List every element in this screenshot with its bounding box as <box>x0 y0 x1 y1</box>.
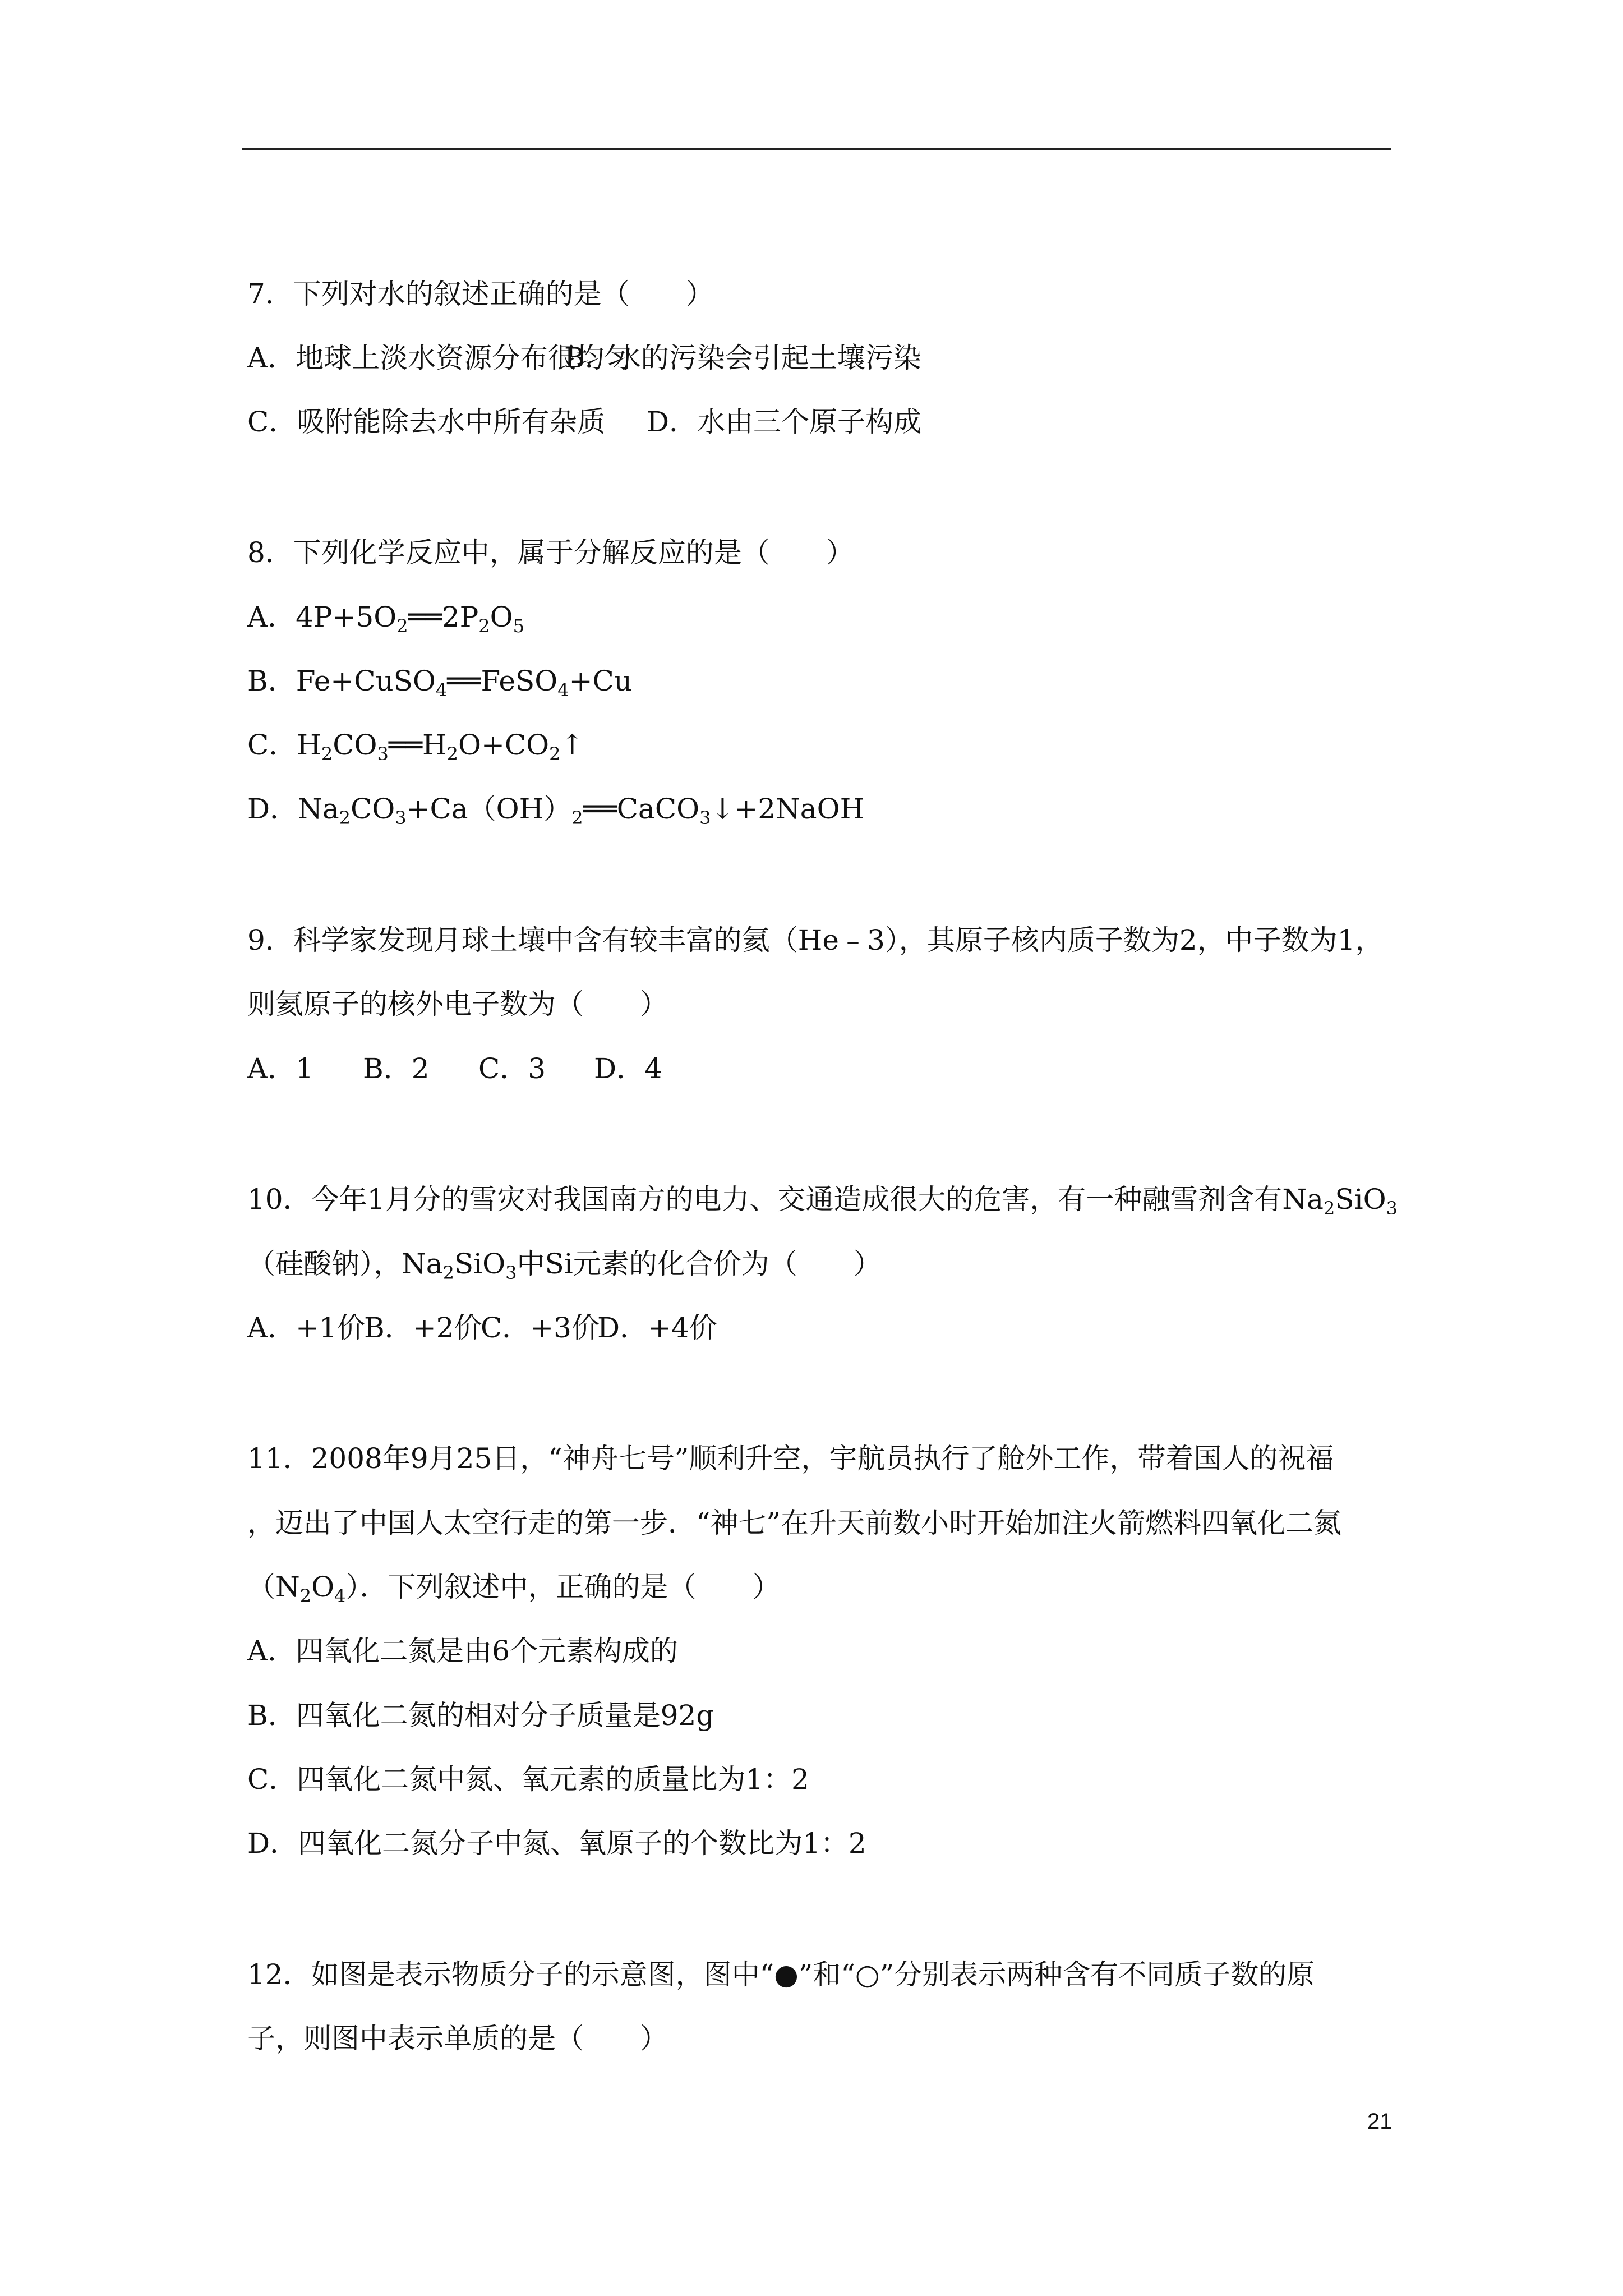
question-8-option-d: D．$Na_2CO_3+Ca(OH)_2══CaCO_3↓+2NaOH$ <box>247 793 865 829</box>
question-7-options-row2 <box>247 405 921 439</box>
question-11-option-d: D．四氧化二氮分子中氮、氧原子的个数比为1：2 <box>247 1827 866 1860</box>
page-number: 21 <box>1367 2109 1393 2134</box>
question-8-option-b: B．Fe+CuSO$_4$══FeSO$_4$+Cu <box>247 665 632 701</box>
question-11-option-b: B．四氧化二氮的相对分子质量是92g <box>247 1699 714 1732</box>
question-11-stem-line3: $(N_2O_4)$．下列叙述中，正确的是（ ） <box>247 1571 781 1607</box>
question-10-options <box>247 1311 717 1345</box>
question-8-option-c: C．$H_2CO_3══H_2O+CO_2↑$ <box>247 729 584 765</box>
question-9-options <box>247 1052 662 1085</box>
option-c: C．3 <box>478 1052 546 1085</box>
question-9-stem-line2: 则氦原子的核外电子数为（ ） <box>247 988 668 1020</box>
question-8-option-a: A．$4P+5O_2══2P_2O_5$ <box>247 601 525 637</box>
question-7-stem: 7．下列对水的叙述正确的是（ ） <box>247 278 714 310</box>
question-7-options-row1 <box>247 341 921 375</box>
question-8-stem: 8．下列化学反应中，属于分解反应的是（ ） <box>247 536 854 569</box>
question-12-stem-line2: 子，则图中表示单质的是（ ） <box>247 2022 668 2055</box>
option-b: B．水的污染会引起土壤污染 <box>564 342 921 374</box>
option-d: D．+4价 <box>597 1312 717 1344</box>
question-10-stem-line1: 10．今年1月分的雪灾对我国南方的电力、交通造成很大的危害，有一种融雪剂含有$Na_2SiO_3$ <box>247 1183 1398 1219</box>
question-11-option-a: A．四氧化二氮是由6个元素构成的 <box>247 1635 678 1667</box>
option-a: A．1 <box>247 1052 313 1085</box>
question-10-stem-line2: （硅酸钠），$Na_2SiO_3$中Si元素的化合价为（ ） <box>247 1248 882 1283</box>
option-c: C．吸附能除去水中所有杂质 <box>247 406 606 438</box>
option-b: B．2 <box>363 1052 430 1085</box>
question-12-stem-line1: 12．如图是表示物质分子的示意图，图中“●”和“○”分别表示两种含有不同质子数的原 <box>247 1958 1315 1991</box>
option-d: D．水由三个原子构成 <box>647 406 922 438</box>
option-c: C．+3价 <box>481 1312 600 1344</box>
question-11-stem-line2: ，迈出了中国人太空行走的第一步．“神七”在升天前数小时开始加注火箭燃料四氧化二氮 <box>247 1507 1342 1539</box>
question-9-stem-line1: 9．科学家发现月球土壤中含有较丰富的氦（He﹣3），其原子核内质子数为2，中子数为1， <box>247 924 1384 956</box>
question-11-stem-line1: 11．2008年9月25日，“神舟七号”顺利升空，宇航员执行了舱外工作，带着国人的祝福 <box>247 1442 1334 1475</box>
option-a: A．地球上淡水资源分布很均匀 <box>247 342 633 374</box>
option-a: A．+1价 <box>247 1312 365 1344</box>
option-d: D．4 <box>594 1052 662 1085</box>
option-b: B．+2价 <box>364 1312 482 1344</box>
question-11-option-c: C．四氧化二氮中氮、氧元素的质量比为1：2 <box>247 1763 809 1796</box>
header-rule <box>242 148 1391 150</box>
